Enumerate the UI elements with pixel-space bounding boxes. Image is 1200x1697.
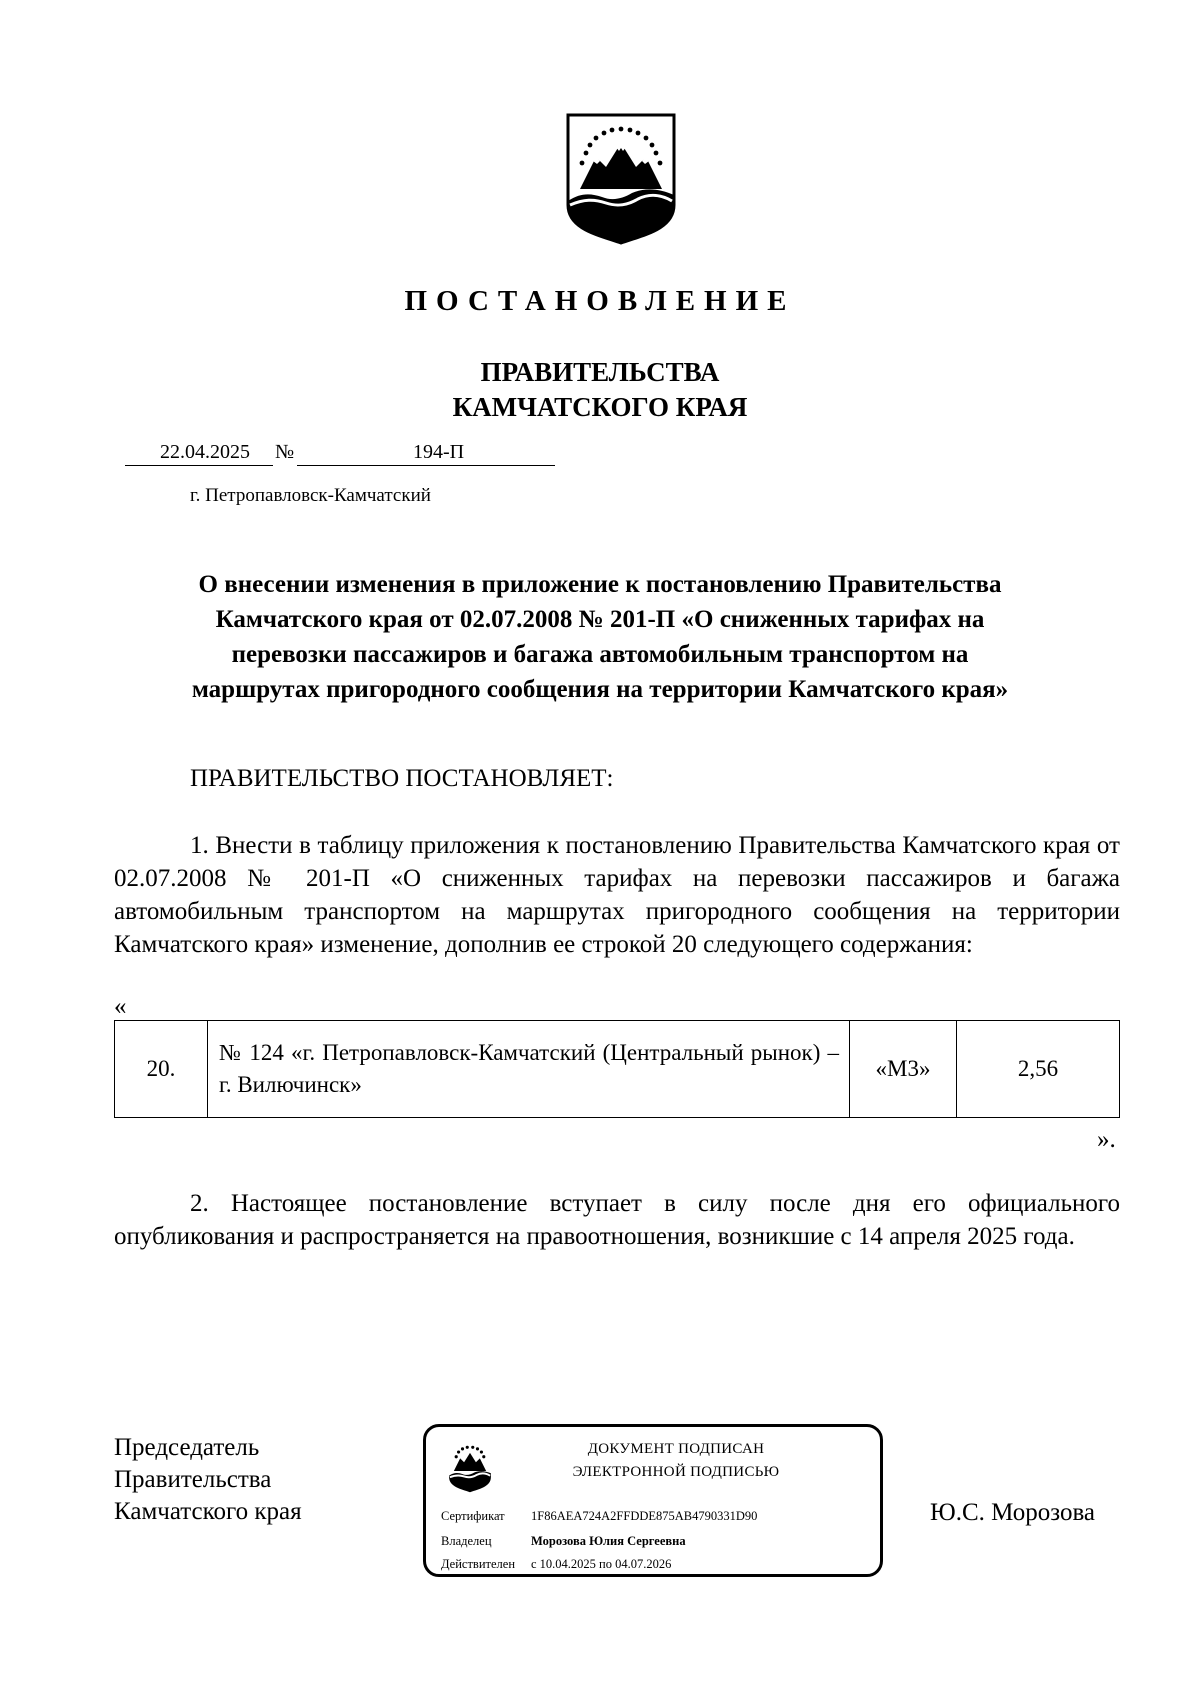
- subject-line-2: Камчатского края от 02.07.2008 № 201-П «О сниженных тарифах на: [215, 606, 985, 633]
- stamp-certificate-row: [441, 1508, 757, 1524]
- certificate-value: 1F86AEA724A2FFDDE875AB4790331D90: [531, 1509, 758, 1523]
- signer-position-line-1: Председатель: [114, 1434, 260, 1461]
- issuer-line-2: КАМЧАТСКОГО КРАЯ: [452, 392, 748, 422]
- subject-line-4: маршрутах пригородного сообщения на территории Камчатского края»: [191, 676, 1009, 703]
- paragraph-1: [114, 829, 1120, 961]
- number-sign: №: [275, 441, 295, 463]
- quote-open: «: [114, 993, 127, 1020]
- document-type-title: ПОСТАНОВЛЕНИЕ: [404, 285, 796, 317]
- row-number-cell: 20.: [115, 1021, 208, 1118]
- issuer-title: [0, 355, 1200, 425]
- document-date: 22.04.2025: [160, 441, 250, 463]
- table-row: [115, 1021, 1120, 1118]
- city-name: г. Петропавловск-Камчатский: [190, 485, 431, 506]
- decree-heading: ПРАВИТЕЛЬСТВО ПОСТАНОВЛЯЕТ:: [190, 765, 614, 792]
- owner-value: Морозова Юлия Сергеевна: [531, 1534, 686, 1548]
- stamp-owner-row: [441, 1533, 686, 1549]
- vehicle-class-cell: «М3»: [850, 1021, 957, 1118]
- tariff-cell: 2,56: [957, 1021, 1120, 1118]
- certificate-label: Сертификат: [441, 1509, 505, 1523]
- signer-position-line-2: Правительства: [114, 1466, 272, 1493]
- date-underline: [125, 465, 273, 466]
- signer-position: [114, 1432, 302, 1528]
- validity-label: Действителен: [441, 1557, 516, 1571]
- stamp-heading-2: ЭЛЕКТРОННОЙ ПОДПИСЬЮ: [572, 1464, 780, 1480]
- route-cell: № 124 «г. Петропавловск-Камчатский (Центральный рынок) – г. Вилючинск»: [208, 1021, 850, 1118]
- subject-line-3: перевозки пассажиров и багажа автомобильным транспортом на: [231, 641, 969, 668]
- subject-line-1: О внесении изменения в приложение к постановлению Правительства: [198, 571, 1002, 598]
- paragraph-2: [114, 1187, 1120, 1253]
- amendment-table: [114, 1020, 1120, 1118]
- signer-position-line-3: Камчатского края: [114, 1498, 302, 1525]
- kamchatka-coat-of-arms-icon: [566, 113, 676, 245]
- document-subject: [120, 567, 1080, 707]
- stamp-validity-row: [441, 1556, 671, 1572]
- document-number: 194-П: [413, 441, 465, 463]
- paragraph-1-text: 1. Внести в таблицу приложения к постановлению Правительства Камчатского края от 02.07.2008 № 201-П «О сниженных тарифах на перевозки пассажиров и багажа автомобильным транспортом на маршрутах пригородного сообщения на территории Камчатского края» изменение, дополнив ее строкой 20 следующего содержания:: [114, 832, 1120, 958]
- issuer-line-1: ПРАВИТЕЛЬСТВА: [480, 357, 720, 387]
- paragraph-2-text: 2. Настоящее постановление вступает в силу после дня его официального опубликования и распространяется на правоотношения, возникшие с 14 апреля 2025 года.: [114, 1190, 1120, 1250]
- owner-label: Владелец: [441, 1534, 492, 1548]
- number-underline: [297, 465, 555, 466]
- signer-name: Ю.С. Морозова: [930, 1499, 1096, 1526]
- stamp-emblem-icon: [448, 1441, 492, 1493]
- validity-value: с 10.04.2025 по 04.07.2026: [531, 1557, 672, 1571]
- quote-close: ».: [1097, 1126, 1116, 1153]
- stamp-heading-1: ДОКУМЕНТ ПОДПИСАН: [587, 1441, 765, 1457]
- electronic-signature-stamp: [423, 1424, 883, 1577]
- date-number-row: [125, 440, 555, 468]
